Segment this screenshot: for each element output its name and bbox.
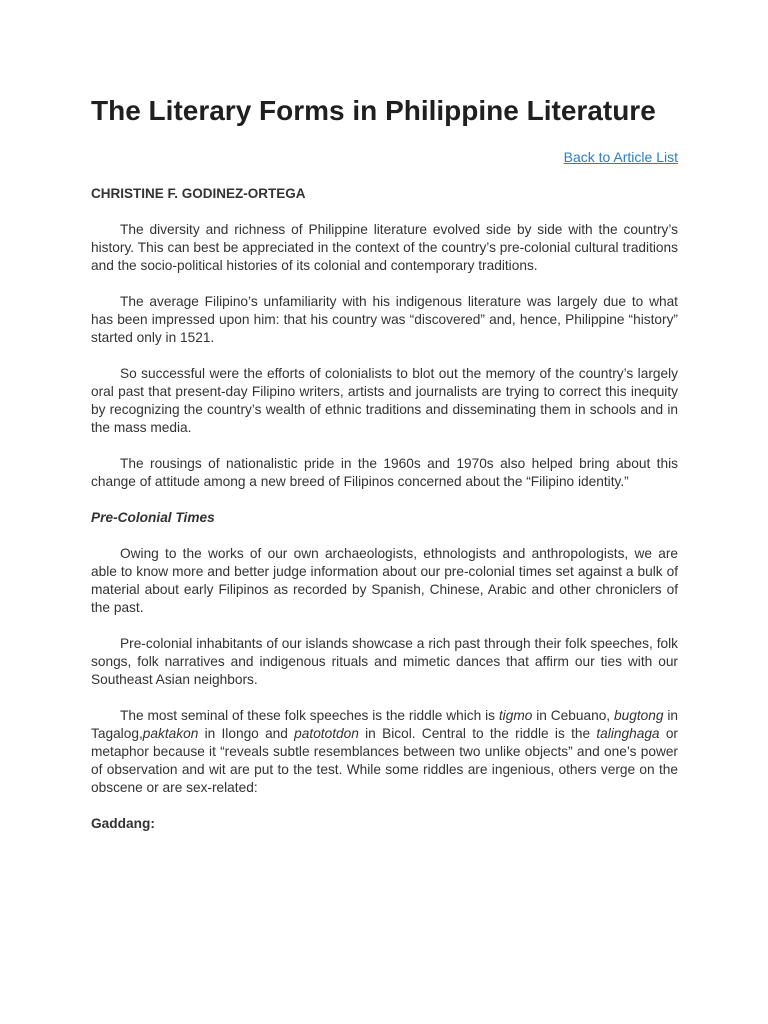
paragraph-4: The rousings of nationalistic pride in the 1960s and 1970s also helped bring about this change of attitude among a new breed of Filipinos concerned about the “Filipino identity.” (91, 456, 678, 489)
term-tigmo: tigmo (498, 708, 533, 723)
back-to-article-list-link[interactable]: Back to Article List (563, 149, 678, 165)
term-bugtong: bugtong (613, 708, 664, 723)
paragraph-1: The diversity and richness of Philippine literature evolved side by side with the country’s history. This can best be appreciated in the context of the country’s pre-colonial cultural traditions and the socio-political histories of its colonial and contemporary traditions. (91, 222, 678, 273)
subheading-gaddang: Gaddang: (91, 816, 155, 831)
paragraph-3: So successful were the efforts of colonialists to blot out the memory of the country’s largely oral past that present-day Filipino writers, artists and journalists are trying to correct this inequity by recognizing the country’s wealth of ethnic traditions and disseminating them in schools and in the mass media. (91, 366, 678, 435)
term-talinghaga: talinghaga (596, 726, 660, 741)
riddle-text: in Tagalog, (91, 708, 678, 741)
term-paktakon: paktakon (142, 726, 199, 741)
section-heading-pre-colonial: Pre-Colonial Times (91, 510, 215, 525)
paragraph-riddle (91, 707, 678, 797)
riddle-text: in Bicol. Central to the riddle is the (358, 726, 597, 741)
paragraph-5: Owing to the works of our own archaeologists, ethnologists and anthropologists, we are able to know more and better judge information about our pre-colonial times set against a bulk of material about early Filipinos as recorded by Spanish, Chinese, Arabic and other chroniclers of the past. (91, 546, 678, 615)
paragraph-2: The average Filipino’s unfamiliarity with his indigenous literature was largely due to what has been impressed upon him: that his country was “discovered” and, hence, Philippine “history” started only in 1521. (91, 294, 678, 345)
article-title: The Literary Forms in Philippine Literature (91, 95, 656, 126)
riddle-text: The most seminal of these folk speeches is the riddle which is (120, 708, 499, 723)
author-name: CHRISTINE F. GODINEZ-ORTEGA (91, 186, 306, 201)
paragraph-6: Pre-colonial inhabitants of our islands showcase a rich past through their folk speeches, folk songs, folk narratives and indigenous rituals and mimetic dances that affirm our ties with our Southeast Asian neighbors. (91, 636, 678, 687)
riddle-text: in Cebuano, (532, 708, 614, 723)
riddle-text: or metaphor because it “reveals subtle resemblances between two unlike objects” and one’s power of observation and wit are put to the test. While some riddles are ingenious, others verge on the obscene or are sex-related: (91, 726, 678, 795)
riddle-text: in Ilongo and (198, 726, 295, 741)
term-patototdon: patototdon (294, 726, 359, 741)
